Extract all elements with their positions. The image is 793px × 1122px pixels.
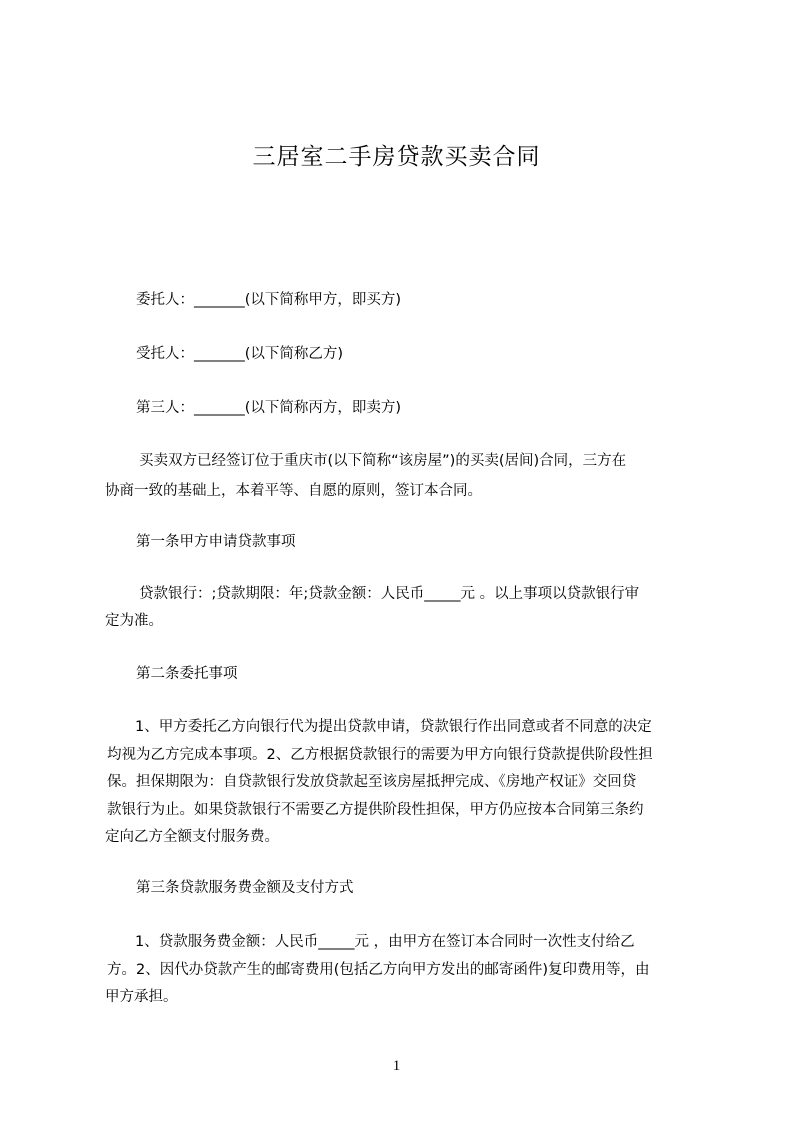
article1-line-1: 贷款银行：;贷款期限：年;贷款金额：人民币_____元 。以上事项以贷款银行审 (139, 586, 640, 602)
article2-line-2: 均视为乙方完成本事项。2、乙方根据贷款银行的需要为甲方向银行贷款提供阶段性担 (107, 747, 653, 763)
agent-line: 受托人：_______(以下简称乙方) (136, 346, 344, 362)
article3-heading: 第三条贷款服务费金额及支付方式 (136, 880, 354, 896)
intro-line-2: 协商一致的基础上，本着平等、自愿的原则，签订本合同。 (105, 483, 482, 499)
document-title: 三居室二手房贷款买卖合同 (252, 144, 541, 170)
article2-line-3: 保。担保期限为：自贷款银行发放贷款起至该房屋抵押完成、《房地产权证》交回贷 (107, 774, 637, 790)
article2-line-4: 款银行为止。如果贷款银行不需要乙方提供阶段性担保，甲方仍应按本合同第三条约 (107, 802, 644, 818)
article1-heading: 第一条甲方申请贷款事项 (136, 534, 296, 550)
article3-line-1: 1、贷款服务费金额：人民币_____元 ，由甲方在签订本合同时一次性支付给乙 (135, 934, 635, 950)
article3-line-2: 方。2、因代办贷款产生的邮寄费用(包括乙方向甲方发出的邮寄函件)复印费用等，由 (107, 962, 650, 978)
third-party-line: 第三人：_______(以下简称丙方，即卖方) (136, 400, 402, 416)
principal-line: 委托人：_______(以下简称甲方，即买方) (136, 292, 402, 308)
article2-line-5: 定向乙方全额支付服务费。 (105, 829, 279, 845)
article3-line-3: 甲方承担。 (105, 989, 178, 1005)
page-number: 1 (392, 1058, 401, 1074)
intro-line-1: 买卖双方已经签订位于重庆市(以下简称“该房屋”)的买卖(居间)合同，三方在 (139, 453, 627, 469)
article1-line-2: 定为准。 (105, 613, 163, 629)
article2-line-1: 1、甲方委托乙方向银行代为提出贷款申请，贷款银行作出同意或者不同意的决定 (135, 719, 652, 735)
article2-heading: 第二条委托事项 (136, 666, 238, 682)
